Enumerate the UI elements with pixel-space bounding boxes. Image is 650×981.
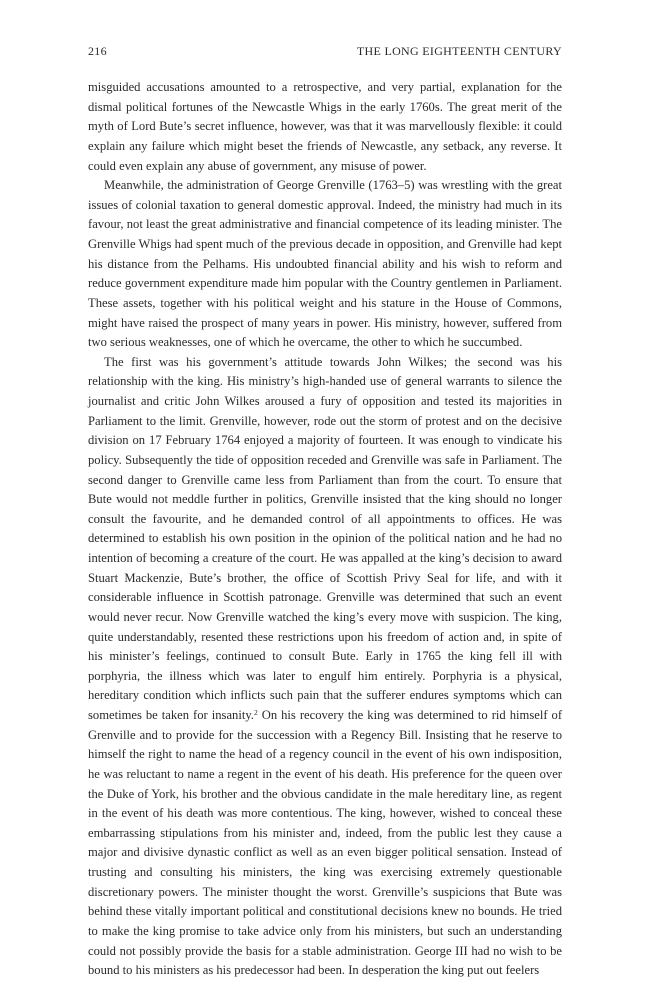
footnote-marker[interactable]: 2: [253, 708, 258, 717]
paragraph-grenville-administration: [88, 176, 562, 353]
body-text: [88, 78, 562, 981]
paragraph-text-continued: On his recovery the king was determined to rid himself of Grenville and to provide for the succession with a Regency Bill. Insisting that he reserve to himself the right to name the head of a regency council in the event of his own indisposition, he was reluctant to name a regent in the event of his death. His preference for the queen over the Duke of York, his brother and the obvious candidate in the male hereditary line, as regent in the event of his death was more contentious. The king, however, wished to conceal these embarrassing stipulations from his minister and, indeed, from the public lest they cause a major and divisive dynastic conflict as well as an even bigger political sensation. Instead of trusting and consulting his ministers, the king was exercising extremely questionable discretionary powers. The minister thought the worst. Grenville’s suspicions that Bute was behind these vitally important political and constitutional decisions knew no bounds. He tried to make the king promise to take advice only from his ministers, but such an understanding could not possibly provide the basis for a stable administration. George III had no wish to be bound to his ministers as his predecessor had been. In desperation the king put out feelers: [88, 708, 563, 978]
paragraph-text: Meanwhile, the administration of George Grenville (1763–5) was wrestling with the great issues of colonial taxation to general domestic approval. Indeed, the ministry had much in its favour, not least the great administrative and financial competence of its leading minister. The Grenville Whigs had spent much of the previous decade in opposition, and Grenville had kept his distance from the Pelhams. His undoubted financial ability and his wish to reform and reduce government expenditure made him popular with the Country gentlemen in Parliament. These assets, together with his political weight and his stature in the House of Commons, might have raised the prospect of many years in power. His ministry, however, suffered from two serious weaknesses, one of which he overcame, the other to which he succumbed.: [88, 178, 562, 350]
paragraph-text: misguided accusations amounted to a retrospective, and very partial, explanation for the dismal political fortunes of the Newcastle Whigs in the early 1760s. The great merit of the myth of Lord Bute’s secret influence, however, was that it was marvellously flexible: it could explain any failure which might beset the friends of Newcastle, any setback, any reverse. It could even explain any abuse of government, any misuse of power.: [88, 80, 562, 173]
paragraph-wilkes-and-king: [88, 353, 562, 981]
paragraph-text: The first was his government’s attitude towards John Wilkes; the second was his relationship with the king. His ministry’s high-handed use of general warrants to silence the journalist and critic John Wilkes aroused a fury of opposition and tested its majorities in Parliament to the limit. Grenville, however, rode out the storm of protest and on the decisive division on 17 February 1764 enjoyed a majority of fourteen. It was enough to vindicate his policy. Subsequently the tide of opposition receded and Grenville was safe in Parliament. The second danger to Grenville came less from Parliament than from the court. To ensure that Bute would not meddle further in politics, Grenville insisted that the king should no longer consult the favourite, and he demanded control of all appointments to offices. He was determined to establish his own position in the opinion of the political nation and he had no intention of becoming a creature of the court. He was appalled at the king’s decision to award Stuart Mackenzie, Bute’s brother, the office of Scottish Privy Seal for life, and with it considerable influence in Scottish patronage. Grenville was determined that such an event would never recur. Now Grenville watched the king’s every move with suspicion. The king, quite understandably, resented these restrictions upon his freedom of action and, in spite of his minister’s feelings, continued to consult Bute. Early in 1765 the king fell ill with porphyria, the illness which was later to engulf him entirely. Porphyria is a physical, hereditary condition which inflicts such pain that the sufferer endures symptoms which can sometimes be taken for insanity.: [88, 354, 562, 722]
page-header: [88, 44, 562, 60]
page-number: 216: [88, 44, 107, 58]
paragraph-continuation: [88, 78, 562, 176]
running-head: THE LONG EIGHTEENTH CENTURY: [356, 44, 562, 58]
